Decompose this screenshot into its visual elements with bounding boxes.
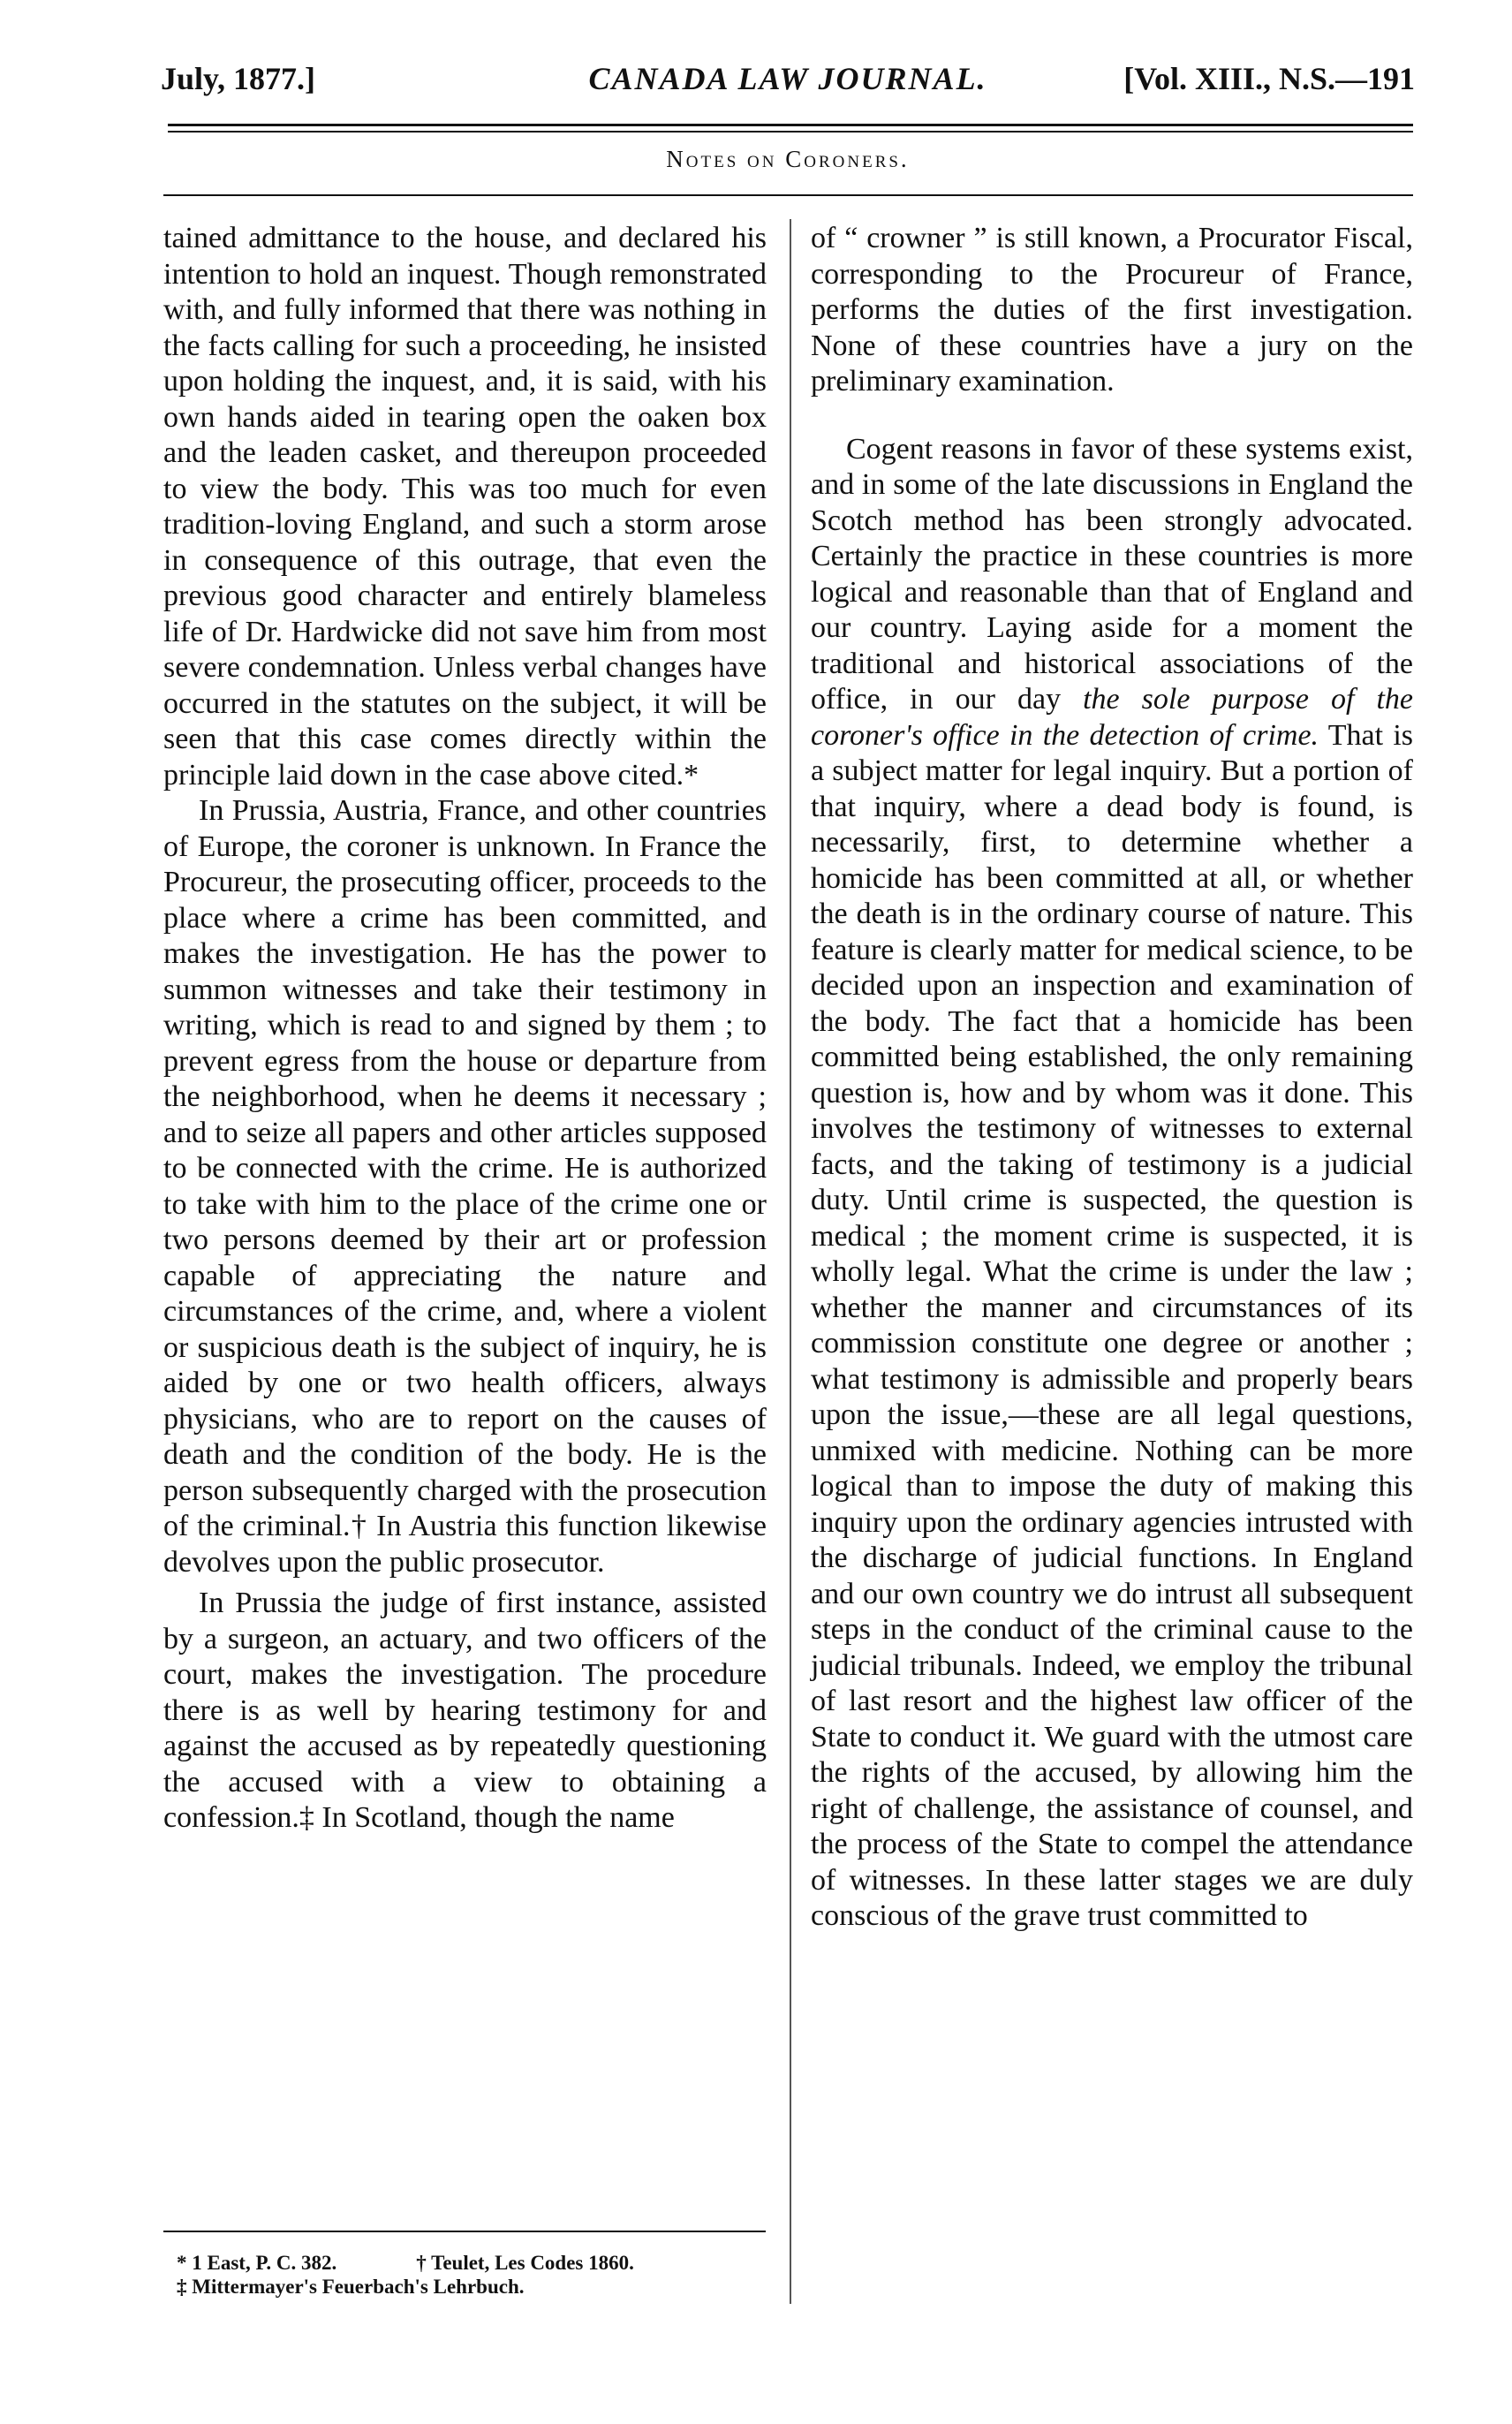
footnote-row [177, 2275, 777, 2299]
header-rule-top [168, 124, 1413, 126]
right-column [811, 221, 1413, 1935]
column-divider [790, 219, 791, 2304]
paragraph-text: Cogent reasons in favor of these systems exist, and in some of the late discussions in England the Scotch method has been strongly advocated. Certainly the practice in these countries is more logical and reasonable than that of England and our country. Laying aside for a moment the traditional and historical associations of the office, in our day [811, 432, 1413, 716]
paragraph-text: That is a subject matter for legal inquiry. But a portion of that inquiry, where a dead body is found, is necessarily, first, to determine whether a homicide has been committed at all, or whether the death is in the ordinary course of nature. This feature is clearly matter for medical science, to be decided upon an inspection and examination of the body. The fact that a homicide has been committed being established, the only remaining question is, how and by whom was it done. This involves the testimony of witnesses to external facts, and the taking of testimony is a judicial duty. Until crime is suspected, the question is medical ; the moment crime is suspected, it is wholly legal. What the crime is under the law ; whether the manner and circumstances of its commission constitute one degree or another ; what testimony is admissible and properly bears upon the issue,—these are all legal questions, unmixed with medicine. Nothing can be more logical than to impose the duty of making this inquiry upon the ordinary agencies intrusted with the discharge of judicial functions. In England and our own country we do intrust all subsequent steps in the conduct of the criminal cause to the judicial tribunals. Indeed, we employ the tribunal of last resort and the highest law officer of the State to conduct it. We guard with the utmost care the rights of the accused, by allowing him the right of challenge, the assistance of counsel, and the process of the State to compel the attendance of witnesses. In these latter stages we are duly conscious of the grave trust committed to [811, 718, 1413, 1932]
paragraph: tained admittance to the house, and declared his intention to hold an inquest. Though remonstrated with, and fully informed that there was nothing in the facts calling for such a proceeding, he insisted upon holding the inquest, and, it is said, with his own hands aided in tearing open the oaken box and the leaden casket, and thereupon proceeded to view the body. This was too much for even tradition-loving England, and such a storm arose in consequence of this outrage, that even the previous good character and entirely blameless life of Dr. Hardwicke did not save him from most severe condemnation. Unless verbal changes have occurred in the statutes on the subject, it will be seen that this case comes directly within the principle laid down in the case above cited.* [163, 222, 767, 792]
running-header [161, 53, 1415, 106]
section-rule [163, 194, 1413, 196]
footnotes [177, 2251, 777, 2299]
footnote: * 1 East, P. C. 382. [177, 2252, 337, 2274]
header-rule-bottom [168, 131, 1413, 133]
footnote: † Teulet, Les Codes 1860. [416, 2252, 634, 2274]
header-date: July, 1877.] [161, 61, 316, 96]
section-title: Notes on Coroners. [666, 146, 910, 172]
paragraph: In Prussia the judge of first instance, assisted by a surgeon, an actuary, and two officers of the court, makes the investigation. The procedure there is as well by hearing testimony for and against the accused as by repeatedly questioning the accused with a view to obtaining a confession.‡ In Scotland, though the name [163, 1587, 767, 1834]
footnote-rule [163, 2231, 766, 2232]
footnote-row [177, 2251, 777, 2275]
volume-page-number: [Vol. XIII., N.S.—191 [1123, 61, 1415, 96]
emphasized-text: the sole purpose of the coroner's office in the detection of crime. [811, 683, 1413, 752]
left-column [163, 221, 767, 1837]
journal-title: CANADA LAW JOURNAL. [588, 61, 987, 96]
paragraph: In Prussia, Austria, France, and other countries of Europe, the coroner is unknown. In France the Procureur, the prosecuting officer, proceeds to the place where a crime has been committed, and makes the investigation. He has the power to summon witnesses and take their testimony in writing, which is read to and signed by them ; to prevent egress from the house or departure from the neighborhood, when he deems it necessary ; and to seize all papers and other articles supposed to be connected with the crime. He is authorized to take with him to the place of the crime one or two persons deemed by their art or profession capable of appreciating the nature and circumstances of the crime, and, where a violent or suspicious death is the subject of inquiry, he is aided by one or two health officers, always physicians, who are to report on the causes of death and the condition of the body. He is the person subsequently charged with the prosecution of the criminal.† In Austria this function likewise devolves upon the public prosecutor. [163, 794, 767, 1579]
paragraph: of “ crowner ” is still known, a Procurator Fiscal, corresponding to the Procureur of France, performs the duties of the first investigation. None of these countries have a jury on the preliminary examination. [811, 222, 1413, 398]
paragraph [811, 432, 1413, 1935]
footnote: ‡ Mittermayer's Feuerbach's Lehrbuch. [177, 2276, 525, 2298]
